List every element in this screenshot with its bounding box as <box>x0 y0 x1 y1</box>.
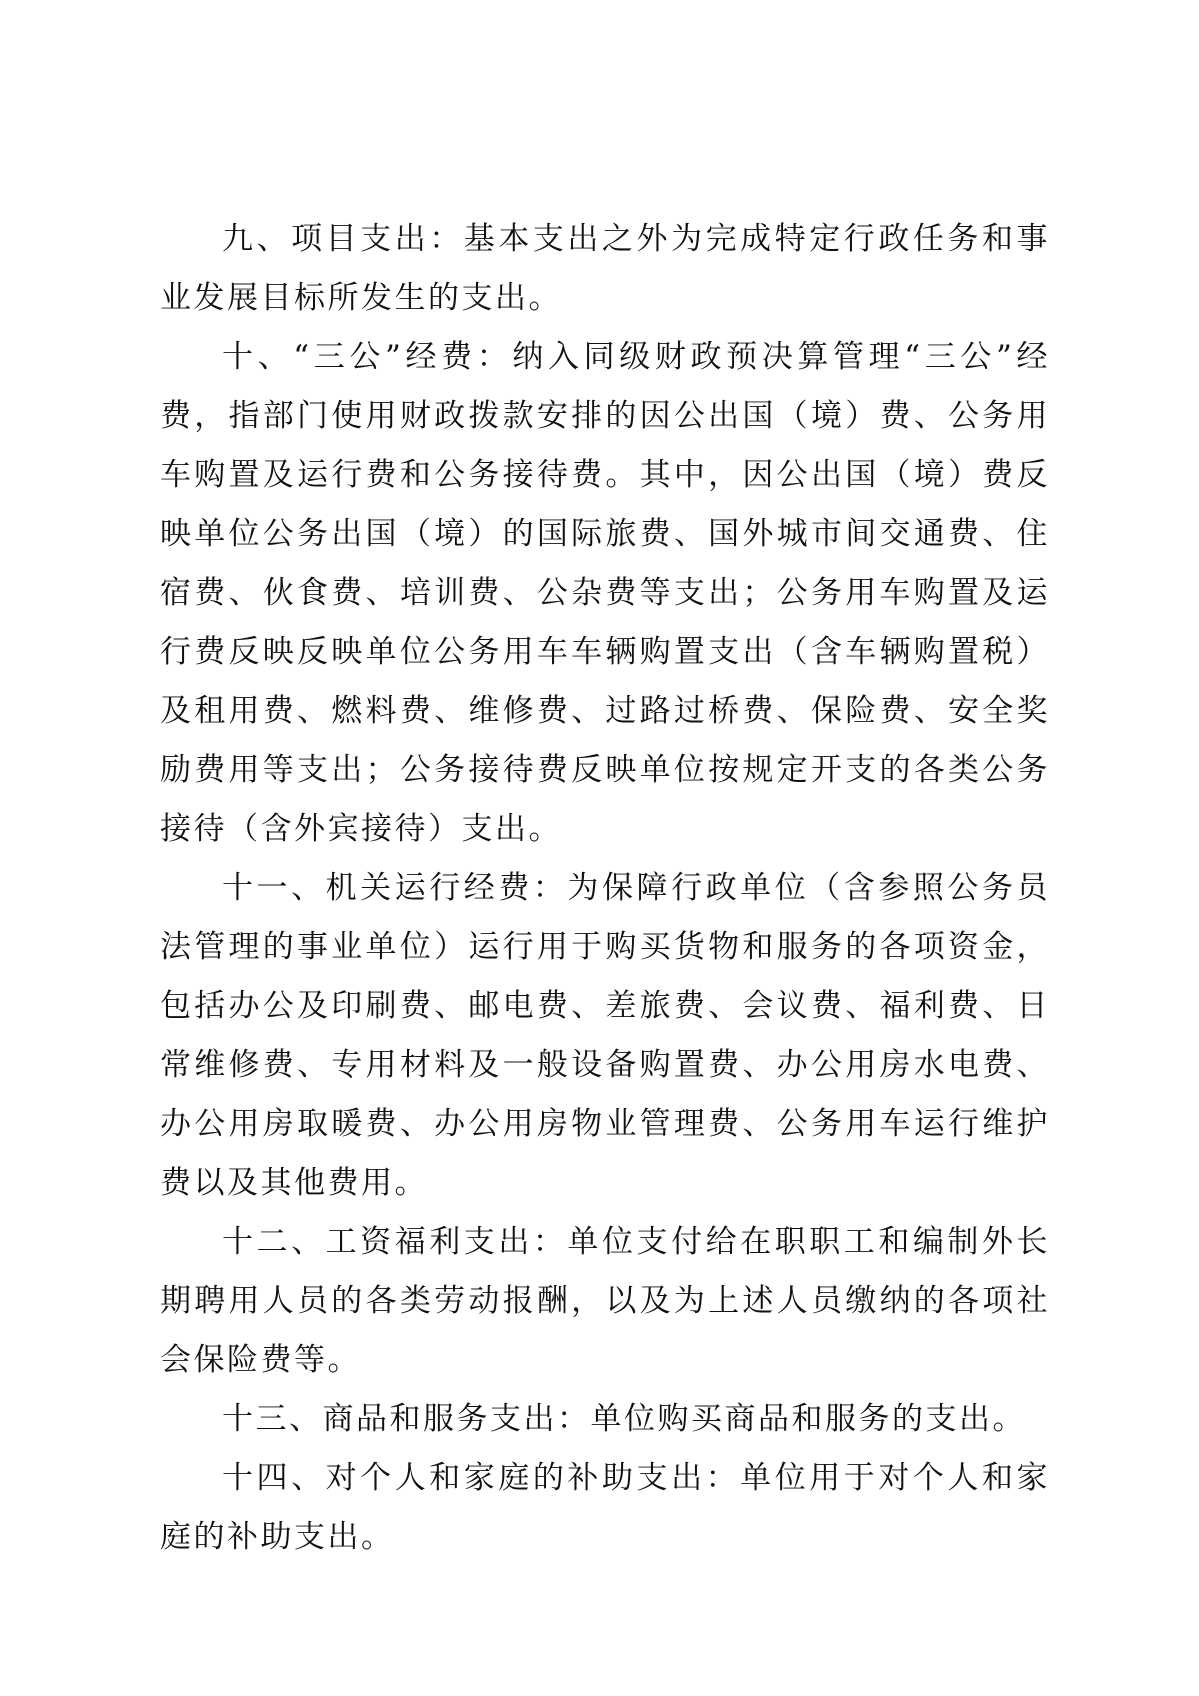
paragraph-wage-welfare-expenditure: 十二、工资福利支出：单位支付给在职职工和编制外长期聘用人员的各类劳动报酬，以及为上述人员缴纳的各项社会保险费等。 <box>160 1224 1050 1378</box>
paragraph-agency-operating-expenses: 十一、机关运行经费：为保障行政单位（含参照公务员法管理的事业单位）运行用于购买货物和服务的各项资金，包括办公及印刷费、邮电费、差旅费、会议费、福利费、日常维修费、专用材料及一般设备购置费、办公用房水电费、办公用房取暖费、办公用房物业管理费、公务用车运行维护费以及其他费用。 <box>160 870 1050 1201</box>
paragraph-three-public-expenses: 十、“三公”经费：纳入同级财政预决算管理“三公”经费，指部门使用财政拨款安排的因公出国（境）费、公务用车购置及运行费和公务接待费。其中，因公出国（境）费反映单位公务出国（境）的国际旅费、国外城市间交通费、住宿费、伙食费、培训费、公杂费等支出；公务用车购置及运行费反映反映单位公务用车车辆购置支出（含车辆购置税）及租用费、燃料费、维修费、过路过桥费、保险费、安全奖励费用等支出；公务接待费反映单位按规定开支的各类公务接待（含外宾接待）支出。 <box>160 339 1050 847</box>
paragraph-goods-services-expenditure: 十三、商品和服务支出：单位购买商品和服务的支出。 <box>222 1401 1026 1437</box>
paragraph-household-subsidy-expenditure: 十四、对个人和家庭的补助支出：单位用于对个人和家庭的补助支出。 <box>160 1460 1050 1555</box>
document-page <box>160 210 1050 1567</box>
paragraph-project-expenditure: 九、项目支出：基本支出之外为完成特定行政任务和事业发展目标所发生的支出。 <box>160 221 1050 316</box>
